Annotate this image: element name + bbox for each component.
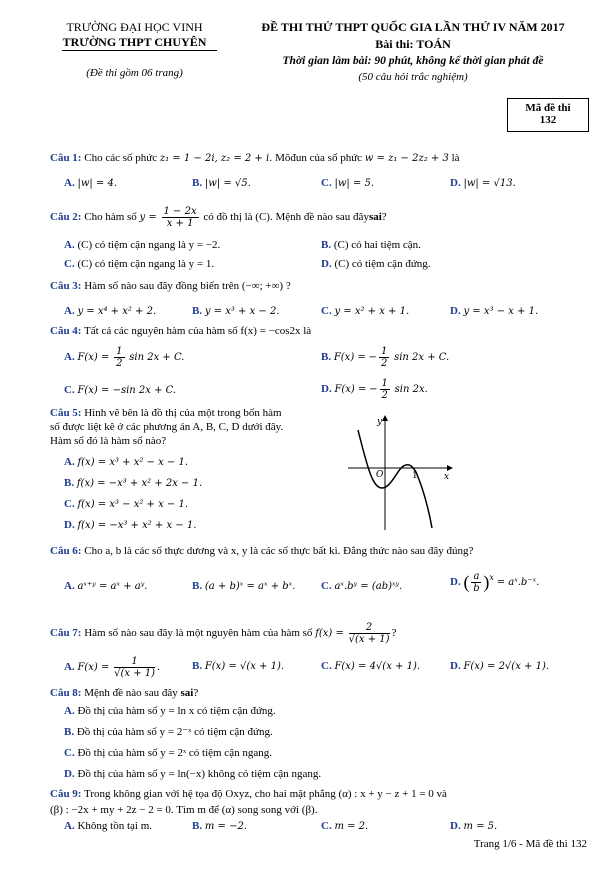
- exam-duration: Thời gian làm bài: 90 phút, không kể thời gian phát đề: [282, 55, 544, 67]
- exam-code-label: Mã đề thi: [525, 102, 571, 114]
- option-1d[interactable]: D. |w| = √13.: [450, 177, 516, 189]
- option-4b[interactable]: B. F(x) = − $\frac{1}{2}$ sin 2x + C.: [321, 346, 450, 369]
- math-expr: w = z₁ − 2z₂ + 3: [364, 153, 449, 164]
- option-1a[interactable]: A. |w| = 4.: [64, 177, 118, 189]
- option-9a[interactable]: A. Không tồn tại m.: [64, 820, 153, 832]
- question-6: Câu 6: Cho a, b là các số thực dương và x, y là các số thực bất kì. Đẳng thức nào sau đây đúng?: [50, 545, 474, 557]
- option-9d[interactable]: D. m = 5.: [450, 820, 498, 832]
- question-3: Câu 3: Hàm số nào sau đây đồng biến trên (−∞; +∞) ?: [50, 280, 291, 292]
- option-3c[interactable]: C. y = x² + x + 1.: [321, 305, 410, 317]
- option-8d[interactable]: D. Đồ thị của hàm số y = ln(−x) không có tiệm cận ngang.: [64, 768, 322, 780]
- option-7c[interactable]: C. F(x) = 4√(x + 1).: [321, 660, 421, 672]
- option-9c[interactable]: C. m = 2.: [321, 820, 369, 832]
- option-6b[interactable]: B. (a + b)ˣ = aˣ + bˣ.: [192, 580, 296, 592]
- pages-note: (Đề thi gồm 06 trang): [86, 67, 183, 79]
- school-name: TRƯỜNG THPT CHUYÊN: [62, 35, 207, 49]
- question-text: là: [451, 152, 460, 164]
- option-5c[interactable]: C. f(x) = x³ − x² + x − 1.: [64, 498, 189, 510]
- page-footer: Trang 1/6 - Mã đề thi 132: [473, 838, 587, 850]
- math-expr: z₁ = 1 − 2i, z₂ = 2 + i.: [159, 153, 273, 164]
- question-text: Môđun của số phức: [275, 152, 363, 164]
- option-3b[interactable]: B. y = x³ + x − 2.: [192, 305, 280, 317]
- questions-count: (50 câu hỏi trắc nghiệm): [358, 71, 468, 83]
- option-5b[interactable]: B. f(x) = −x³ + x² + 2x − 1.: [64, 477, 203, 489]
- exam-code-value: 132: [539, 114, 557, 126]
- option-5d[interactable]: D. f(x) = −x³ + x² + x − 1.: [64, 519, 197, 531]
- function-graph: [340, 410, 460, 535]
- option-9b[interactable]: B. m = −2.: [192, 820, 247, 832]
- exam-subject: Bài thi: TOÁN: [375, 37, 451, 51]
- question-9: Câu 9: Trong không gian với hệ tọa độ Oxyz, cho hai mặt phẳng (α) : x + y − z + 1 = 0 và: [50, 788, 447, 800]
- exam-title: ĐỀ THI THỬ THPT QUỐC GIA LẦN THỨ IV NĂM 2017: [261, 20, 565, 34]
- question-1: [50, 152, 460, 165]
- option-7d[interactable]: D. F(x) = 2√(x + 1).: [450, 660, 550, 672]
- option-7b[interactable]: B. F(x) = √(x + 1).: [192, 660, 285, 672]
- cubic-curve: [358, 430, 432, 528]
- question-5: Câu 5: Hình vẽ bên là đồ thị của một trong bốn hàm: [50, 407, 282, 419]
- option-5a[interactable]: A. f(x) = x³ + x² − x − 1.: [64, 456, 189, 468]
- university-name: TRƯỜNG ĐẠI HỌC VINH: [66, 20, 203, 34]
- question-4: Câu 4: Tất cả các nguyên hàm của hàm số f(x) = −cos2x là: [50, 325, 312, 337]
- exam-code-box: [507, 98, 589, 132]
- option-2c[interactable]: C. (C) có tiệm cận ngang là y = 1.: [64, 258, 215, 270]
- option-7a[interactable]: A. F(x) = $\frac{1}{√(x + 1)}$ .: [64, 656, 160, 679]
- option-1c[interactable]: C. |w| = 5.: [321, 177, 375, 189]
- one-label: 1: [412, 471, 418, 481]
- fraction: $\frac{1 - 2x}{x + 1}$: [163, 206, 197, 229]
- origin-label: O: [376, 470, 384, 480]
- question-7: Câu 7: Hàm số nào sau đây là một nguyên hàm của hàm số f(x) = $\frac{2}{√(x + 1)}$ ?: [50, 622, 397, 645]
- question-9-line2: (β) : −2x + my + 2z − 2 = 0. Tìm m để (α) song song với (β).: [50, 804, 318, 816]
- option-6c[interactable]: C. aˣ.bʸ = (ab)ˣʸ.: [321, 580, 403, 592]
- option-4c[interactable]: C. F(x) = −sin 2x + C.: [64, 384, 177, 396]
- x-axis-label: x: [444, 472, 450, 482]
- school-underline: [62, 50, 217, 51]
- question-5-line3: Hàm số đó là hàm số nào?: [50, 435, 167, 447]
- option-6d[interactable]: D. ( $\frac{a}{b}$ )$^x$ = aˣ.b⁻ˣ.: [450, 571, 540, 594]
- option-8c[interactable]: C. Đồ thị của hàm số y = 2ˣ có tiệm cận ngang.: [64, 747, 272, 759]
- option-3d[interactable]: D. y = x³ − x + 1.: [450, 305, 539, 317]
- option-1b[interactable]: B. |w| = √5.: [192, 177, 251, 189]
- question-5-line2: số được liệt kê ở các phương án A, B, C, D dưới đây.: [50, 421, 284, 433]
- question-label: Câu 1:: [50, 152, 82, 164]
- option-4d[interactable]: D. F(x) = − $\frac{1}{2}$ sin 2x.: [321, 378, 428, 401]
- option-6a[interactable]: A. aˣ⁺ʸ = aˣ + aʸ.: [64, 580, 148, 592]
- option-3a[interactable]: A. y = x⁴ + x² + 2.: [64, 305, 157, 317]
- option-2d[interactable]: D. (C) có tiệm cận đứng.: [321, 258, 431, 270]
- option-4a[interactable]: A. F(x) = $\frac{1}{2}$ sin 2x + C.: [64, 346, 185, 369]
- question-text: Cho các số phức: [84, 152, 158, 164]
- y-axis-label: y: [377, 417, 383, 427]
- option-8b[interactable]: B. Đồ thị của hàm số y = 2⁻ˣ có tiệm cận đứng.: [64, 726, 273, 738]
- option-2a[interactable]: A. (C) có tiệm cận ngang là y = −2.: [64, 239, 221, 251]
- option-2b[interactable]: B. (C) có hai tiệm cận.: [321, 239, 421, 251]
- question-2: Câu 2: Cho hàm số y = $\frac{1 - 2x}{x + 1}$ có đồ thị là (C). Mệnh đề nào sau đâysai?: [50, 206, 387, 229]
- option-8a[interactable]: A. Đồ thị của hàm số y = ln x có tiệm cận đứng.: [64, 705, 276, 717]
- question-8: Câu 8: Mệnh đề nào sau đây sai?: [50, 687, 199, 699]
